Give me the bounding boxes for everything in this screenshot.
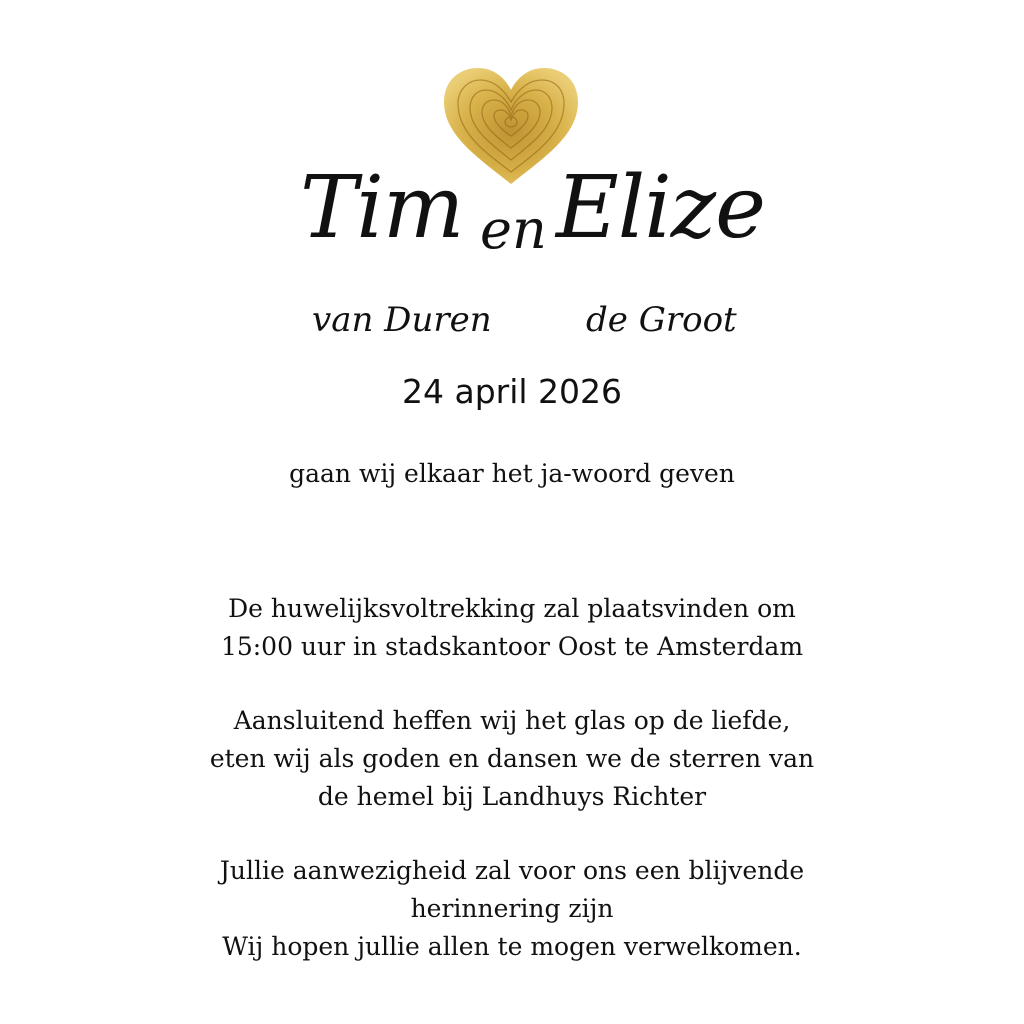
closing-paragraph	[0, 852, 1024, 966]
paragraph-line: eten wij als goden en dansen we de sterren van	[209, 744, 815, 773]
tagline: gaan wij elkaar het ja-woord geven	[289, 459, 735, 488]
paragraph-line: De huwelijksvoltrekking zal plaatsvinden om	[228, 594, 796, 623]
first-name-1: Tim	[300, 158, 464, 258]
reception-paragraph	[0, 702, 1024, 816]
paragraph-line: de hemel bij Landhuys Richter	[317, 782, 707, 811]
wedding-date: 24 april 2026	[401, 372, 623, 411]
paragraph-line: Jullie aanwezigheid zal voor ons een blijvende	[219, 856, 805, 885]
paragraph-line: Aansluitend heffen wij het glas op de liefde,	[233, 706, 791, 735]
paragraph-line: Wij hopen jullie allen te mogen verwelkomen.	[222, 932, 802, 961]
paragraph-line: herinnering zijn	[410, 894, 614, 923]
ceremony-paragraph	[0, 590, 1024, 666]
paragraph-line: 15:00 uur in stadskantoor Oost te Amsterdam	[220, 632, 804, 661]
surname-1: van Duren	[312, 300, 492, 340]
surname-2: de Groot	[586, 300, 737, 340]
first-name-2: Elize	[556, 158, 765, 258]
name-connector: en	[480, 198, 547, 261]
